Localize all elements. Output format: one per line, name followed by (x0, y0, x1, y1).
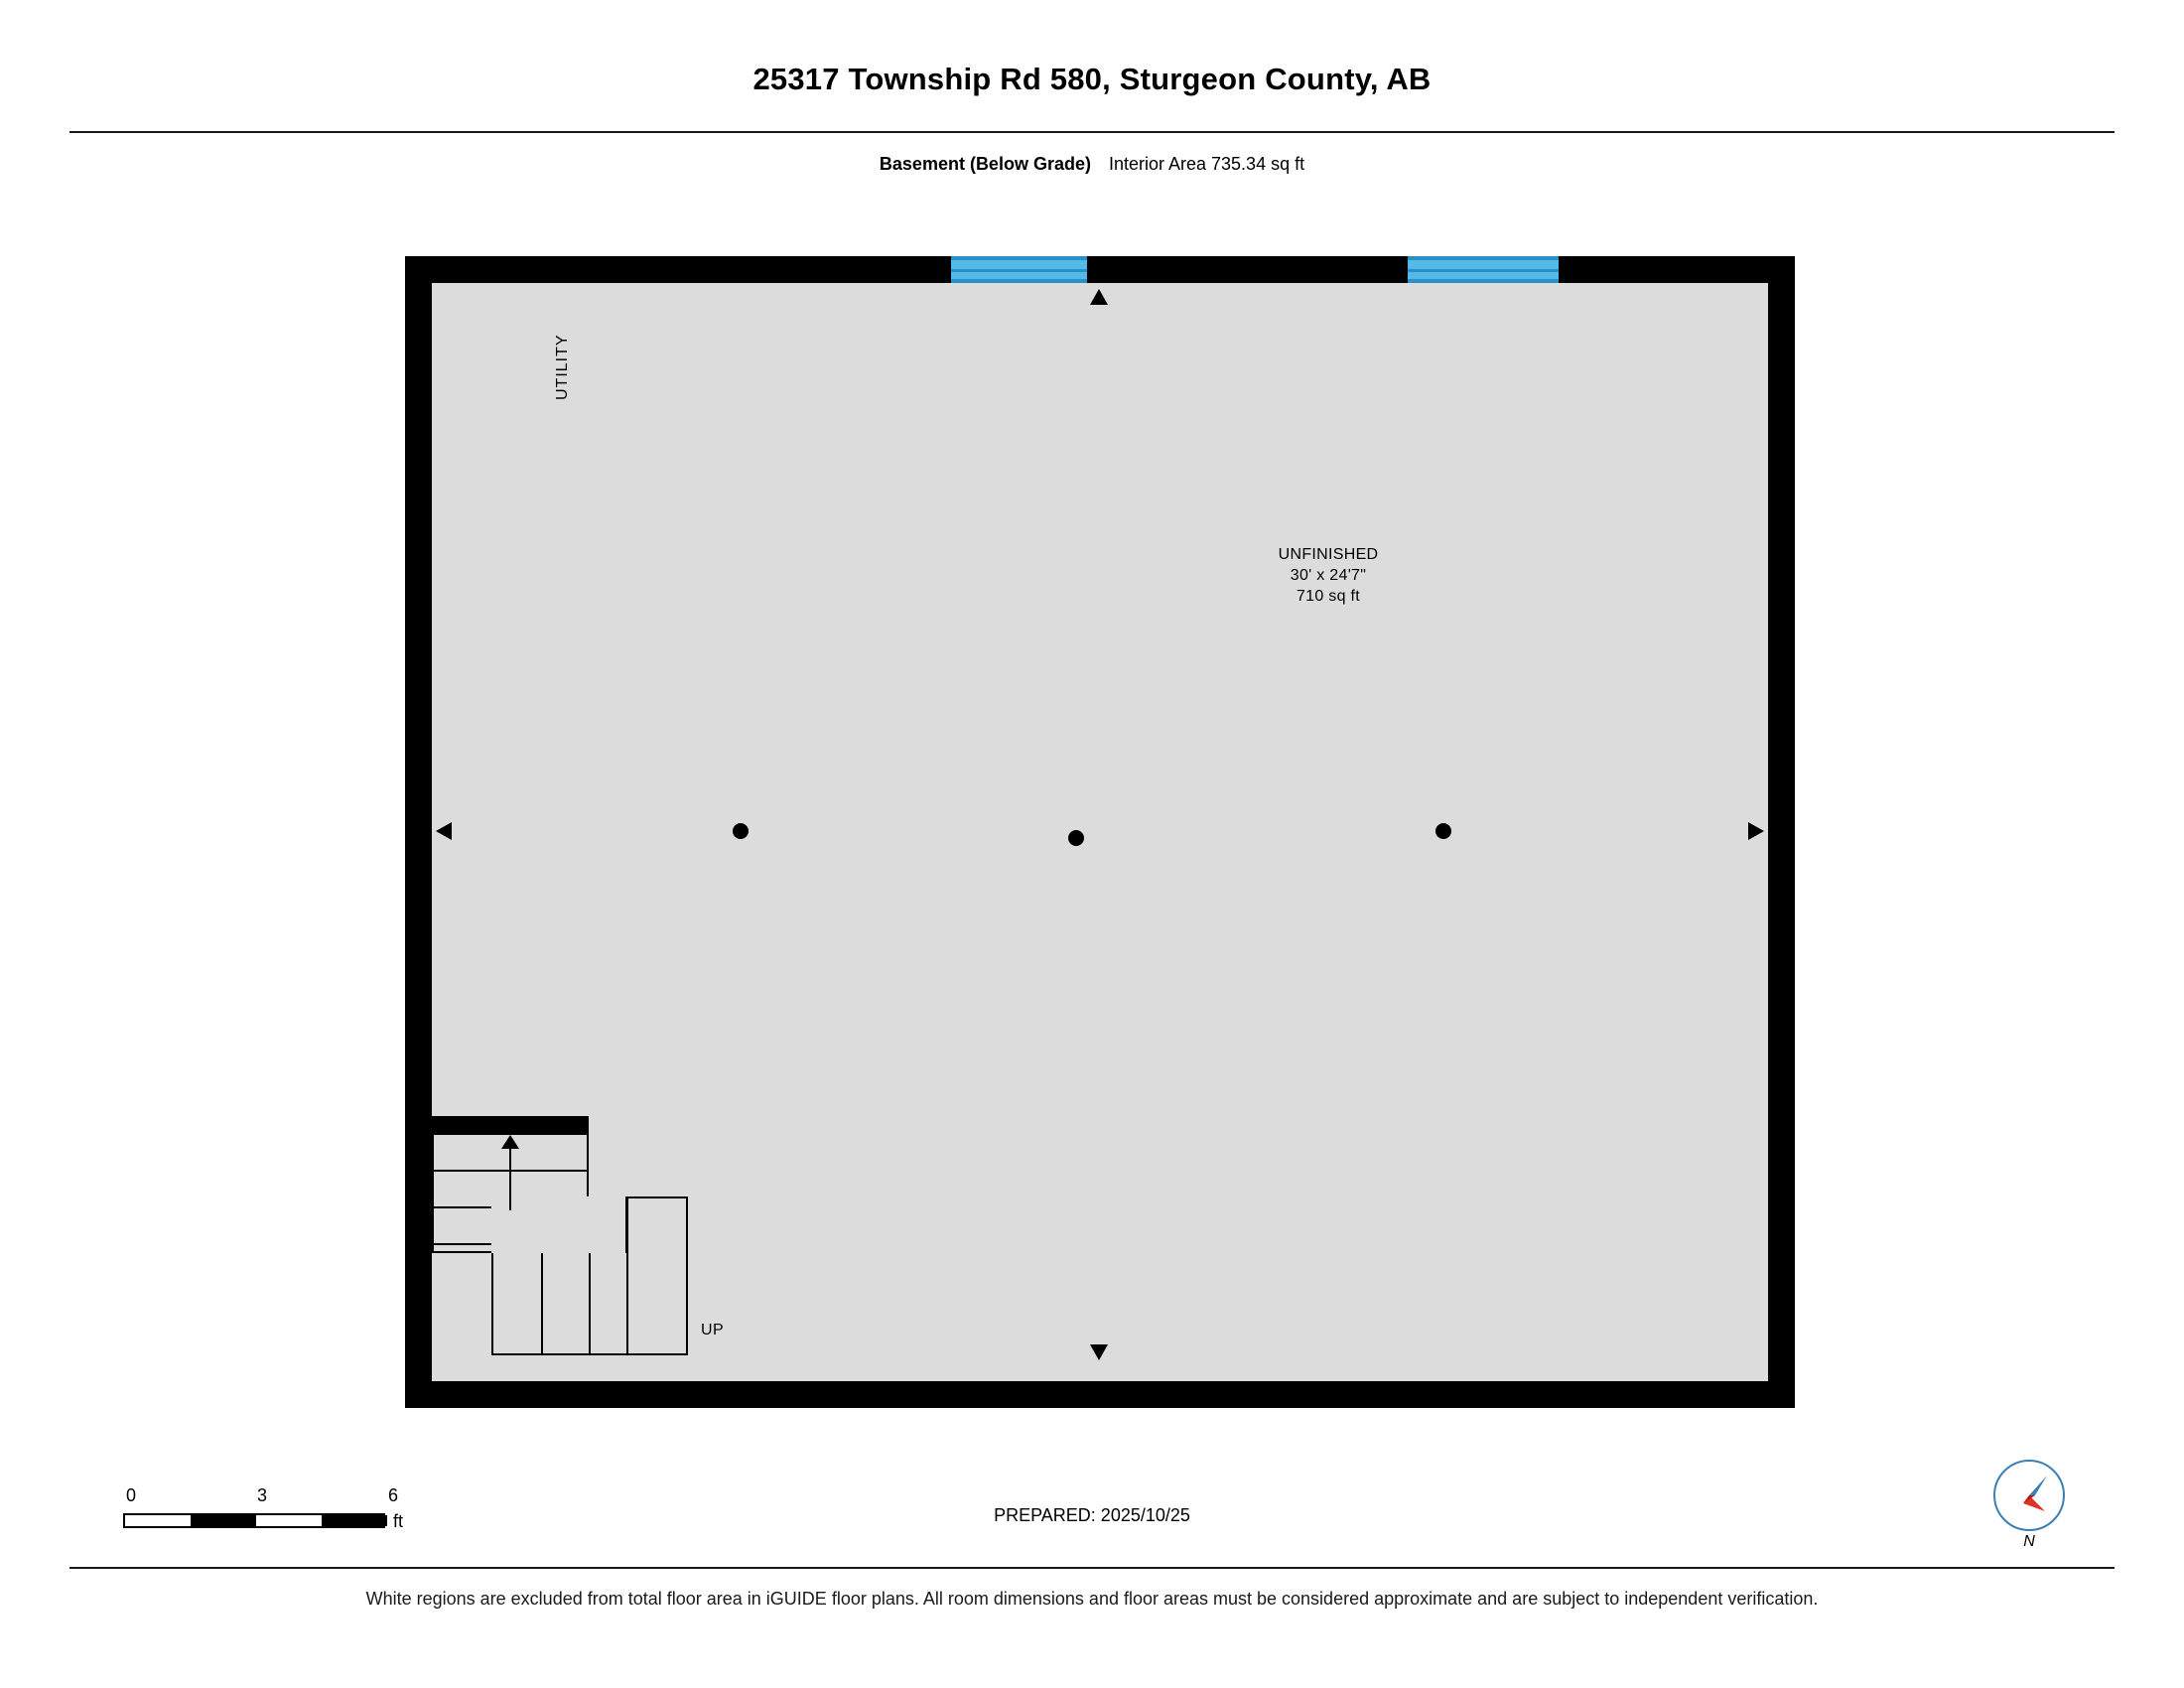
floor-plan-drawing (405, 256, 1795, 1408)
utility-label: UTILITY (554, 334, 571, 400)
compass-rose-icon (1993, 1460, 2065, 1550)
level-label: Basement (Below Grade) (879, 154, 1091, 174)
room-area: 710 sq ft (1296, 588, 1361, 605)
scale-tick-1: 3 (256, 1485, 267, 1505)
room-dimensions: 30' x 24'7" (1290, 567, 1367, 584)
scale-tick-0: 0 (125, 1485, 136, 1505)
compass-north-label: N (2023, 1533, 2035, 1550)
footer-divider (69, 1567, 2115, 1569)
stairs-up-label: UP (701, 1322, 725, 1338)
dimension-arrow-down-icon (1090, 1344, 1108, 1360)
interior-area-label: Interior Area 735.34 sq ft (1108, 154, 1305, 174)
compass-needle-icon (1993, 1460, 2065, 1531)
disclaimer-text: White regions are excluded from total floor area in iGUIDE floor plans. All room dimensions and floor areas must be considered approximate and are subject to independent verification. (365, 1589, 1819, 1609)
support-post-icon (1435, 823, 1451, 839)
dimension-arrow-right-icon (1748, 822, 1764, 840)
page-title: 25317 Township Rd 580, Sturgeon County, AB (752, 62, 1432, 96)
support-post-icon (733, 823, 749, 839)
level-subheader (0, 154, 2184, 175)
scale-tick-2: 6 (387, 1485, 398, 1505)
dimension-arrow-left-icon (436, 822, 452, 840)
window-icon (1408, 256, 1559, 283)
room-label-unfinished (1179, 544, 1477, 607)
prepared-date: PREPARED: 2025/10/25 (994, 1505, 1190, 1525)
room-name: UNFINISHED (1278, 546, 1379, 563)
support-post-icon (1068, 830, 1084, 846)
stair-run-overlap (491, 1196, 627, 1253)
window-icon (951, 256, 1087, 283)
stair-direction-line (509, 1143, 511, 1210)
scale-tick-labels (123, 1485, 411, 1507)
title-divider (69, 131, 2115, 133)
scale-unit-label: ft (393, 1511, 404, 1531)
stair-up-arrow-icon (501, 1135, 519, 1149)
stair-landing-wall (432, 1116, 589, 1135)
dimension-arrow-up-icon (1090, 289, 1108, 305)
